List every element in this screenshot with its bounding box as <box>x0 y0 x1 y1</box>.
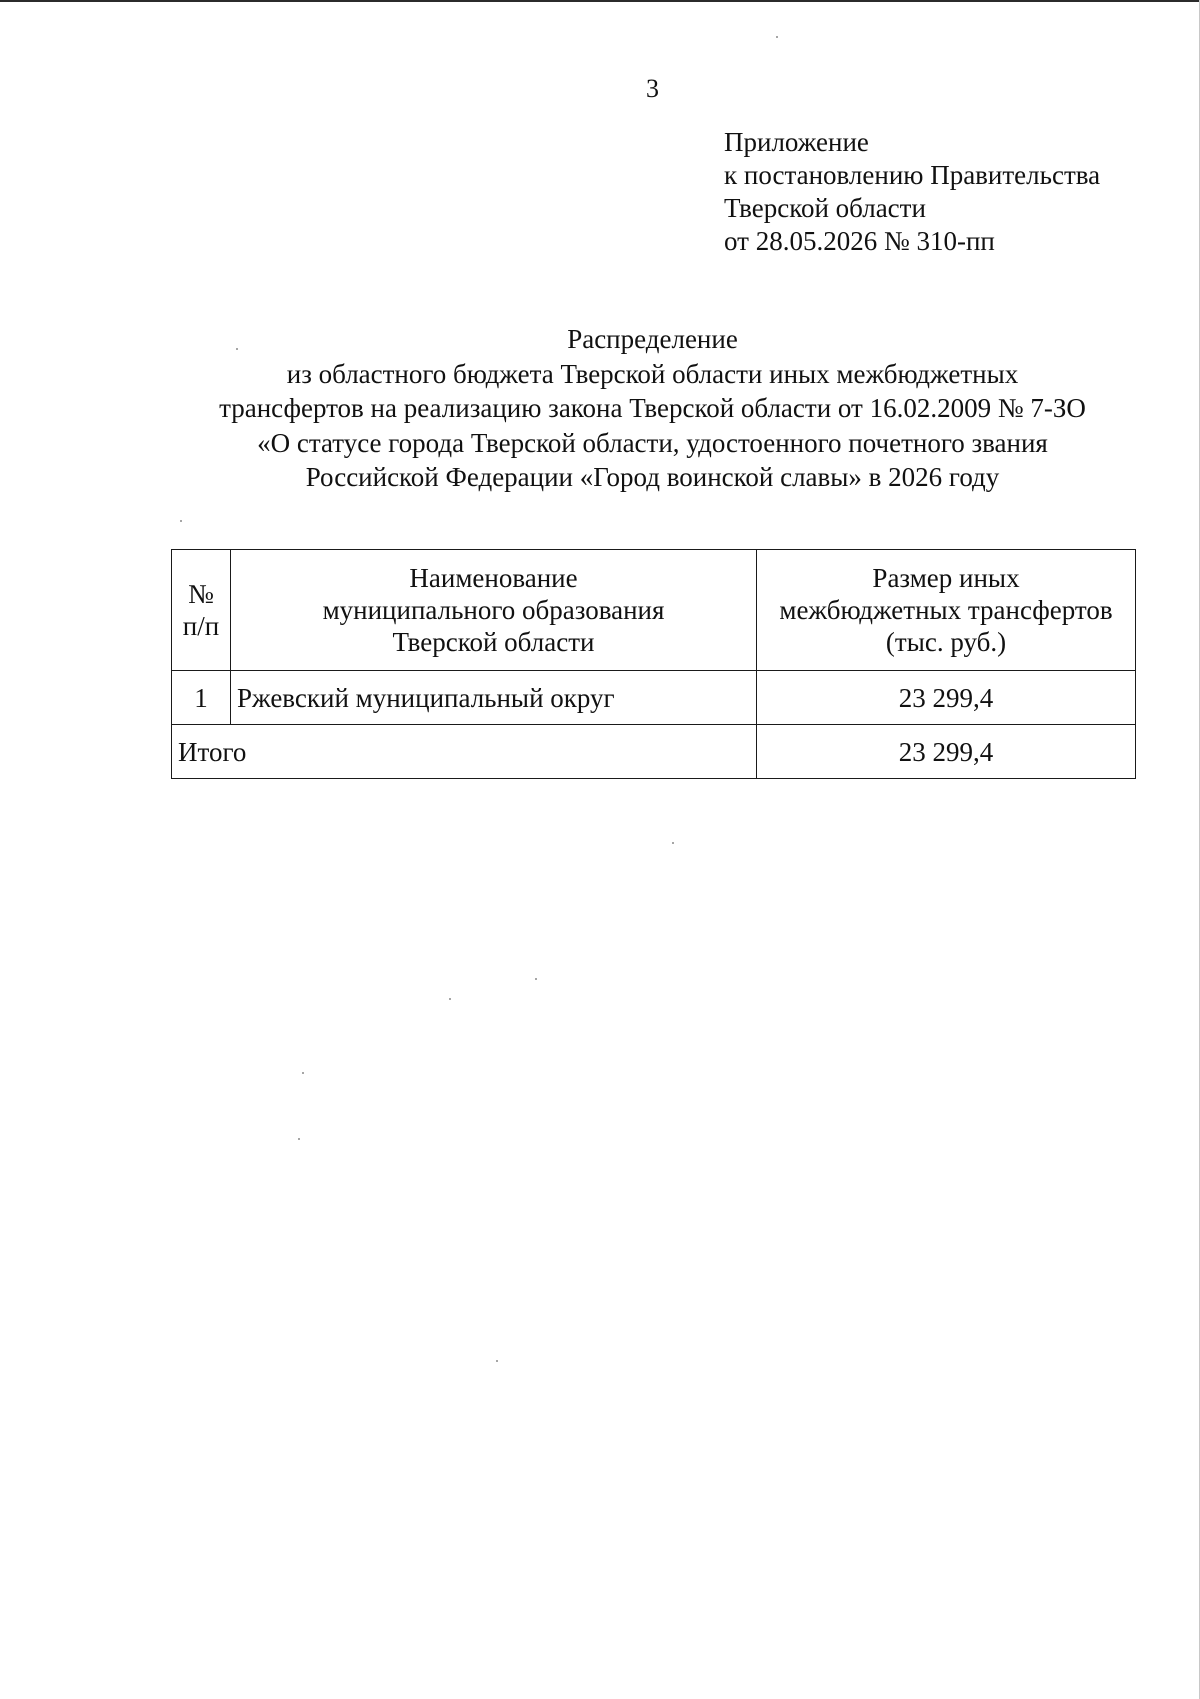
appendix-line: от 28.05.2026 № 310-пп <box>724 226 995 256</box>
scan-speck <box>236 348 238 350</box>
scan-speck <box>449 998 451 1000</box>
table-row <box>172 671 1136 725</box>
appendix-line: к постановлению Правительства <box>724 160 1101 190</box>
header-name-line: Тверской области <box>392 627 595 657</box>
table-header-row <box>172 550 1136 671</box>
appendix-block <box>724 126 1184 258</box>
scan-speck <box>672 842 674 844</box>
header-name-cell <box>231 550 757 671</box>
total-amount-cell: 23 299,4 <box>757 725 1136 779</box>
scan-speck <box>302 1072 304 1074</box>
scan-speck <box>496 1360 498 1362</box>
scan-edge-top <box>0 0 1200 2</box>
header-name-line: муниципального образования <box>322 595 665 625</box>
document-title <box>100 322 1200 495</box>
appendix-line: Приложение <box>724 127 869 157</box>
total-label-cell: Итого <box>172 725 757 779</box>
scan-speck <box>298 1138 300 1140</box>
appendix-line: Тверской области <box>724 193 926 223</box>
title-line: Распределение <box>567 324 738 354</box>
header-amount-line: (тыс. руб.) <box>885 627 1007 657</box>
table-total-row <box>172 725 1136 779</box>
header-amount-line: межбюджетных трансфертов <box>779 595 1113 625</box>
row-amount-cell: 23 299,4 <box>757 671 1136 725</box>
scan-speck <box>776 36 778 38</box>
title-line: из областного бюджета Тверской области иных межбюджетных <box>286 358 1019 389</box>
header-num-cell <box>172 550 231 671</box>
header-amount-line: Размер иных <box>872 563 1020 593</box>
scan-speck <box>535 978 537 980</box>
header-name-line: Наименование <box>409 563 578 593</box>
page-number: 3 <box>646 74 659 103</box>
title-line: Российской Федерации «Город воинской славы» в 2026 году <box>305 462 1000 492</box>
header-amount-cell <box>757 550 1136 671</box>
row-num-cell: 1 <box>172 671 231 725</box>
row-name-cell: Ржевский муниципальный округ <box>231 671 757 725</box>
distribution-table <box>171 549 1136 779</box>
scan-speck <box>180 520 182 522</box>
header-num-line: № <box>188 579 214 609</box>
header-num-line: п/п <box>182 611 220 641</box>
title-line: трансфертов на реализацию закона Тверской области от 16.02.2009 № 7-ЗО <box>219 393 1086 423</box>
title-line: «О статусе города Тверской области, удостоенного почетного звания <box>257 427 1048 458</box>
